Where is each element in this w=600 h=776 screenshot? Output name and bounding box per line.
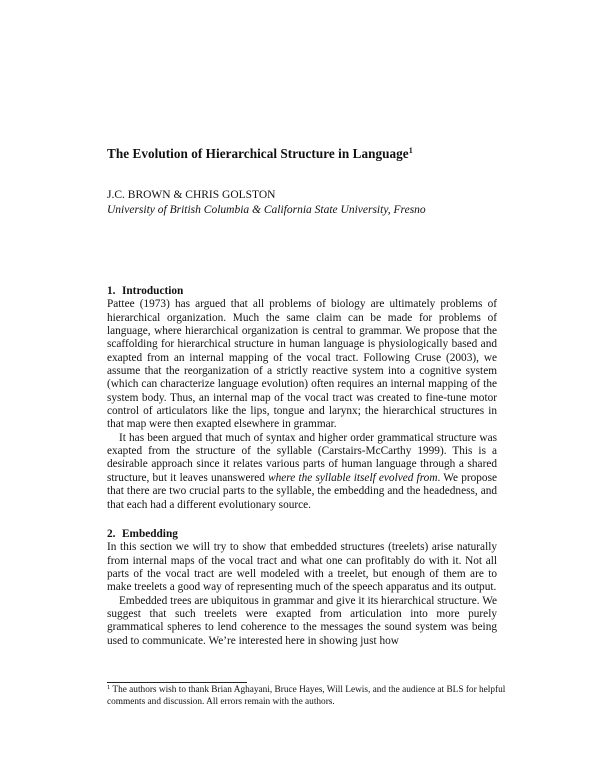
section-introduction [107, 285, 497, 512]
section-heading-embedding: 2. Embedding [107, 528, 178, 540]
footnote-divider [107, 682, 247, 683]
paragraph: In this section we will try to show that embedded structures (treelets) arise naturally from internal maps of the vocal tract and what one can profitably do with it. Not all parts of the vocal tract are well modeled with a treelet, but enough of them are to make treelets a good way of representing much of the speech apparatus and its output. [107, 541, 497, 594]
paper-title: The Evolution of Hierarchical Structure in Language$^1$ [107, 146, 413, 161]
footnote: $^1$ The authors wish to thank Brian Aghayani, Bruce Hayes, Will Lewis, and the audience at BLS for helpful comments and discussion. All errors remain with the authors. [107, 684, 506, 707]
authors: J.C. BROWN & CHRIS GOLSTON [107, 189, 276, 201]
affiliation: University of British Columbia & California State University, Fresno [107, 204, 426, 216]
section-embedding [107, 528, 497, 648]
title-footnote-mark[interactable]: 1 [408, 146, 413, 155]
paragraph: It has been argued that much of syntax and higher order grammatical structure was exapted from the structure of the syllable (Carstairs-McCarthy 1999). This is a desirable approach since it relates various parts of human language through a shared structure, but it leaves unanswered where the syllable itself evolved from. We propose that there are two crucial parts to the syllable, the embedding and the headedness, and that each had a different evolutionary source. [107, 431, 497, 511]
section-heading-introduction: 1. Introduction [107, 285, 184, 297]
paragraph: Embedded trees are ubiquitous in grammar and give it its hierarchical structure. We suggest that such treelets were exapted from articulation into more purely grammatical spheres to lend coherence to the messages the sound system was being used to communicate. We’re interested here in showing just how [107, 594, 497, 647]
paragraph: Pattee (1973) has argued that all problems of biology are ultimately problems of hierarchical organization. Much the same claim can be made for problems of language, where hierarchical organization is central to grammar. We propose that the scaffolding for hierarchical structure in human language is physiologically based and exapted from an internal mapping of the vocal tract. Following Cruse (2003), we assume that the reorganization of a strictly reactive system into a cognitive system (which can characterize language evolution) often requires an internal mapping of the system body. Thus, an internal map of the vocal tract was created to fine-tune motor control of articulators like the lips, tongue and larynx; the hierarchical structures in that map were then exapted elsewhere in grammar. [107, 298, 497, 431]
